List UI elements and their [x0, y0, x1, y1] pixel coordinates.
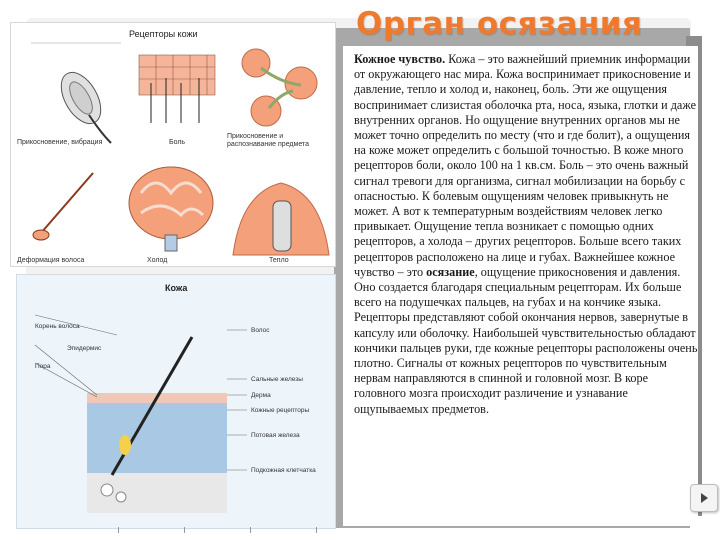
receptors-title: Рецепторы кожи	[129, 29, 198, 39]
caption-cold: Холод	[147, 257, 168, 264]
pain-receptor-drawing	[139, 55, 215, 123]
slide-body-text	[354, 52, 700, 417]
label-sweat-gland: Потовая железа	[251, 432, 300, 439]
caption-touch: Прикосновение и распознавание предмета	[227, 133, 310, 148]
cut-mark	[250, 527, 251, 533]
label-hair-root: Корень волоса	[35, 323, 80, 330]
skin-section-illustration	[16, 274, 336, 529]
label-hair: Волос	[251, 327, 270, 334]
label-subcutaneous: Подкожная клетчатка	[251, 467, 316, 474]
label-epidermis: Эпидермис	[67, 345, 102, 352]
body-part-1: Кожа – это важнейший приемник информации от окружающего нас мира. Кожа воспринимает прикосновение и давление, тепло и холод и, наконец, боль. Эти же ощущения воспринимает слизистая оболочка рта, носа, языка, глотки и даже внутренних органов. Но ощущение внутренних органов мы не может точно определить по месту (что и где болит), а ощущения на коже может определить с большой точностью. В коже много рецепторов боли, около 100 на 1 кв.см. Боль – это очень важный сигнал тревоги для организма, сигнал мобилизации на борьбу с опасностью. К болевым ощущениям человек привыкнуть не может. А вот к температурным воздействиям человек легко привыкает. Ощущение тепла возникает с помощью одних рецепторов, а холода – других рецепторов. Больше всего таких рецепторов расположено на лице и губах. Важнейшее кожное чувство – это	[354, 52, 696, 279]
caption-warm: Тепло	[269, 257, 289, 264]
arrow-right-icon	[697, 491, 711, 505]
next-slide-button[interactable]	[690, 484, 718, 512]
skin-drawing	[17, 275, 335, 528]
cut-mark	[184, 527, 185, 533]
lead-term: Кожное чувство.	[354, 52, 446, 66]
slide-title: Орган осязания	[356, 6, 643, 42]
caption-hair: Деформация волоса	[17, 257, 85, 264]
cut-mark	[118, 527, 119, 533]
receptors-illustration	[10, 22, 336, 267]
caption-pain: Боль	[169, 139, 186, 146]
emphasis-term: осязание	[426, 264, 475, 279]
cold-receptor-drawing	[129, 167, 213, 251]
skin-title: Кожа	[165, 283, 188, 293]
caption-vibration: Прикосновение, вибрация	[17, 139, 103, 146]
label-pore: Пора	[35, 363, 51, 370]
label-receptors: Кожные рецепторы	[251, 407, 310, 414]
touch-receptor-drawing	[242, 49, 317, 126]
vibration-receptor-drawing	[31, 43, 121, 143]
hair-receptor-drawing	[33, 173, 93, 240]
cut-mark	[316, 527, 317, 533]
label-dermis: Дерма	[251, 392, 271, 399]
label-sebaceous: Сальные железы	[251, 376, 303, 383]
warm-receptor-drawing	[233, 183, 329, 255]
body-part-2: , ощущение прикосновения и давления. Оно создается благодаря специальным рецепторам. Их больше всего на подушечках пальцев, на губах и на кончике языка. Рецепторы представляют собой окончания нервов, завернутые в капсулу или оболочку. Наибольшей чувствительностью обладают кончики пальцев руки, где кожные рецепторы расположены очень плотно. Сигналы от кожных рецепторов по чувствительным нервам направляются в спинной и головной мозг. В коре головного мозга происходит различение и узнавание ощупываемых предметов.	[354, 264, 698, 416]
